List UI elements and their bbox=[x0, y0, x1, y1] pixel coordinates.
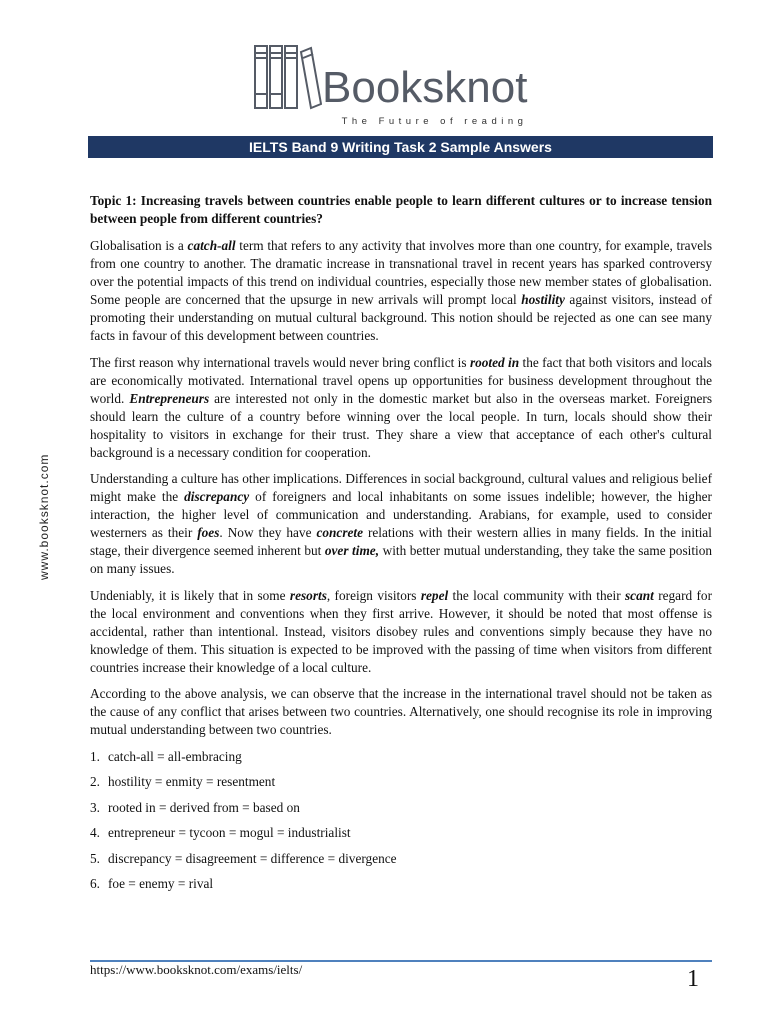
topic-heading: Topic 1: Increasing travels between countries enable people to learn different cultures or to increase tension between people from different countries? bbox=[90, 193, 712, 226]
list-item: 5. discrepancy = disagreement = difference = divergence bbox=[90, 850, 397, 866]
list-item: 1. catch-all = all-embracing bbox=[90, 748, 242, 764]
keyword-scant: scant bbox=[625, 587, 654, 603]
keyword-entrepreneurs: Entrepreneurs bbox=[129, 390, 210, 406]
paragraph-2: The first reason why international travels would never bring conflict is rooted in the fact that both visitors and locals are economically motivated. International travel opens up opportunities for business development throughout the world. Entrepreneurs are interested not only in the domestic market but also in the overseas market. Foreigners should learn the culture of a country before winning over the local people. In turn, locals should show their hospitality to visitors in exchange for their trust. They share a view that acceptance of each other's cultural background is a necessary condition for cooperation. bbox=[90, 354, 713, 460]
keyword-discrepancy: discrepancy bbox=[184, 489, 250, 504]
booksknot-logo bbox=[252, 44, 552, 130]
books-icon bbox=[252, 44, 322, 110]
paragraph-5: According to the above analysis, we can observe that the increase in the international travel should not be taken as the cause of any conflict that arises between two countries. Alternatively, one should recognise its role in improving mutual understanding between two countries. bbox=[90, 686, 712, 737]
keyword-concrete: concrete bbox=[316, 525, 363, 540]
logo-tagline: The Future of reading bbox=[341, 116, 528, 127]
document-body bbox=[90, 192, 712, 901]
keyword-repel: repel bbox=[420, 587, 449, 603]
keyword-resorts: resorts bbox=[289, 587, 327, 603]
paragraph-1: Globalisation is a catch-all term that refers to any activity that involves more than one country, for example, travels from one country to another. The dramatic increase in transnational travel in recent years has sparked controversy over the potential impacts of this trend on individual countries, especially those new member states of globalisation. Some people are concerned that the upsurge in new arrivals will prompt local hostility against visitors, instead of promoting their understanding on mutual cultural background. This notion should be rejected as one can see many facts in favour of this development between countries. bbox=[90, 238, 712, 343]
logo-wordmark: Booksknot bbox=[322, 63, 528, 112]
page-number: 1 bbox=[687, 966, 699, 992]
paragraph-4: Undeniably, it is likely that in some resorts, foreign visitors repel the local community with their scant regard for the local environment and conventions when they first arrive. However, it should be noted that most offense is accidental, rather than intentional. Instead, visitors disobey rules and conventions simply because they have no knowledge of them. This situation is expected to be improved with the passing of time when visitors from different countries increase their knowledge of a local culture. bbox=[90, 587, 713, 675]
keyword-foes: foes bbox=[197, 525, 220, 540]
footer-url-link[interactable]: https://www.booksknot.com/exams/ielts/ bbox=[90, 962, 303, 977]
keyword-over-time: over time, bbox=[324, 543, 380, 558]
keyword-hostility: hostility bbox=[521, 292, 565, 307]
paragraph-3: Understanding a culture has other implications. Differences in social background, cultural values and religious belief might make the discrepancy of foreigners and local inhabitants on some issues indelible; however, the higher interaction, the higher level of communication and understanding. Arabians, for example, used to consider westerners as their foes. Now they have concrete relations with their western allies in many fields. In the initial stage, their divergence seemed inherent but over time, with better mutual understanding, they take the same position on many issues. bbox=[90, 471, 713, 576]
list-item: 3. rooted in = derived from = based on bbox=[90, 799, 300, 815]
list-item: 4. entrepreneur = tycoon = mogul = industrialist bbox=[90, 825, 351, 841]
list-item: 6. foe = enemy = rival bbox=[90, 876, 214, 892]
side-website-text: www.booksknot.com bbox=[37, 453, 51, 580]
keyword-catch-all: catch-all bbox=[187, 238, 236, 253]
keyword-rooted-in: rooted in bbox=[469, 354, 520, 370]
list-item: 2. hostility = enmity = resentment bbox=[90, 774, 276, 790]
document-title-bar: IELTS Band 9 Writing Task 2 Sample Answers bbox=[88, 136, 713, 158]
vocabulary-list bbox=[90, 748, 712, 894]
